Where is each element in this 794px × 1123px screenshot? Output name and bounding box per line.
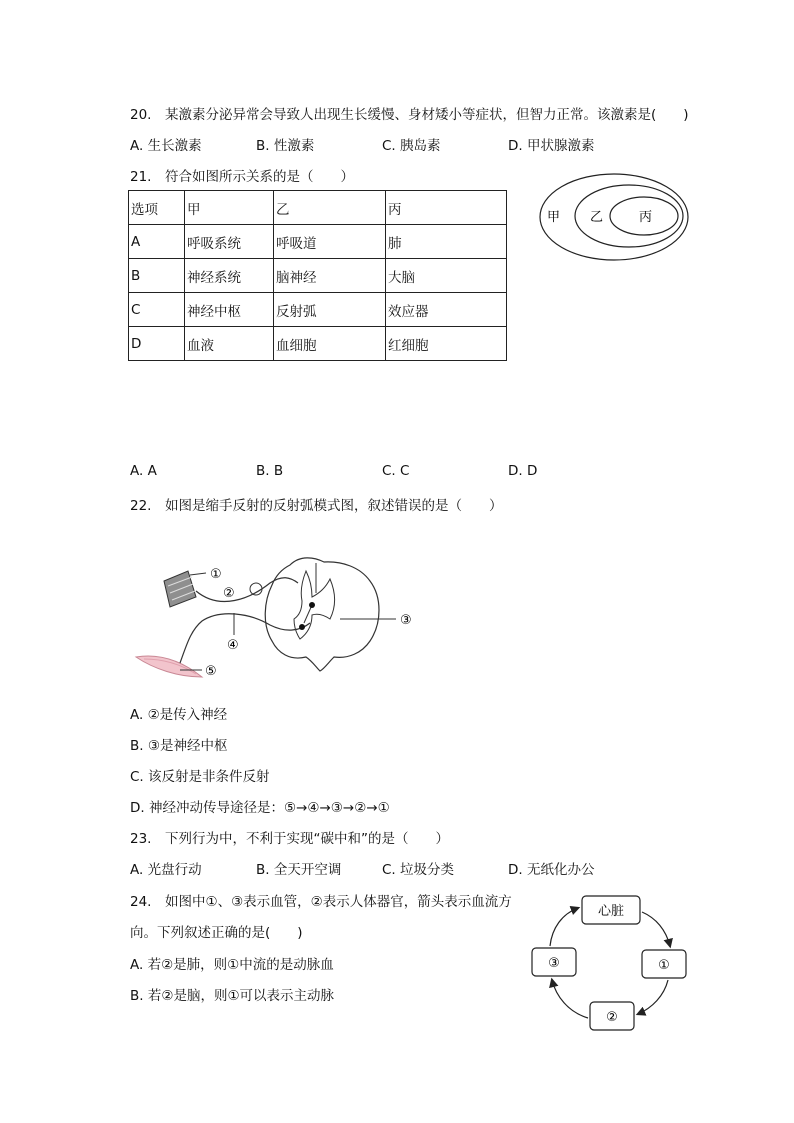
table-cell: A	[129, 225, 185, 259]
table-cell: 呼吸道	[274, 225, 386, 259]
venn-label-bing: 丙	[639, 210, 653, 225]
q21-option-c[interactable]: C. C	[382, 463, 410, 479]
q20-option-b[interactable]: B. 性激素	[256, 138, 315, 154]
table-header-row	[129, 191, 507, 225]
skin-receptor	[164, 571, 196, 607]
q24-stem-line-2: 向。下列叙述正确的是( )	[130, 925, 303, 941]
circulation-cycle-diagram	[528, 892, 694, 1034]
table-cell: C	[129, 293, 185, 327]
table-header-cell: 乙	[274, 191, 386, 225]
table-cell: 肺	[386, 225, 507, 259]
label-4: ④	[227, 638, 239, 653]
q22-option-b[interactable]: B. ③是神经中枢	[130, 738, 228, 754]
label-3: ③	[400, 613, 412, 628]
q24-stem-line-1: 24. 如图中①、③表示血管，②表示人体器官，箭头表示血流方	[130, 894, 512, 910]
q21-venn-diagram	[536, 170, 692, 264]
motor-neuron-dot	[299, 624, 305, 630]
q23-option-a[interactable]: A. 光盘行动	[130, 862, 202, 878]
q22-option-d[interactable]: D. 神经冲动传导途径是：⑤→④→③→②→①	[130, 800, 390, 816]
venn-label-jia: 甲	[547, 210, 561, 225]
table-cell: 红细胞	[386, 327, 507, 361]
table-row	[129, 293, 507, 327]
q21-option-b[interactable]: B. B	[256, 463, 284, 479]
interneuron-dot	[309, 602, 315, 608]
table-cell: 大脑	[386, 259, 507, 293]
table-cell: 血细胞	[274, 327, 386, 361]
q23-option-b[interactable]: B. 全天开空调	[256, 862, 342, 878]
table-cell: 呼吸系统	[185, 225, 274, 259]
muscle-effector	[136, 656, 202, 677]
table-cell: 脑神经	[274, 259, 386, 293]
q20-stem: 20. 某激素分泌异常会导致人出现生长缓慢、身材矮小等症状，但智力正常。该激素是( )	[130, 107, 689, 123]
table-header-cell: 丙	[386, 191, 507, 225]
q24-option-a[interactable]: A. 若②是肺，则①中流的是动脉血	[130, 957, 334, 973]
q23-option-c[interactable]: C. 垃圾分类	[382, 862, 455, 878]
label-2: ②	[223, 586, 235, 601]
q21-option-d[interactable]: D. D	[508, 463, 538, 479]
reflex-arc-diagram	[130, 553, 420, 688]
q20-option-d[interactable]: D. 甲状腺激素	[508, 138, 595, 154]
arrow-1-to-2	[638, 980, 668, 1014]
q22-stem: 22. 如图是缩手反射的反射弧模式图，叙述错误的是（ ）	[130, 498, 503, 514]
node-1-label: ①	[658, 958, 670, 973]
table-cell: B	[129, 259, 185, 293]
q21-table	[128, 190, 507, 361]
table-row	[129, 259, 507, 293]
q20-option-c[interactable]: C. 胰岛素	[382, 138, 441, 154]
node-3-label: ③	[548, 956, 560, 971]
q21-option-a[interactable]: A. A	[130, 463, 157, 479]
heart-label: 心脏	[597, 904, 625, 919]
spinal-cord	[265, 558, 379, 671]
table-cell: 血液	[185, 327, 274, 361]
q23-stem: 23. 下列行为中，不利于实现“碳中和”的是（ ）	[130, 831, 449, 847]
arrow-3-to-heart	[550, 908, 578, 946]
table-cell: 神经系统	[185, 259, 274, 293]
q22-option-a[interactable]: A. ②是传入神经	[130, 707, 228, 723]
venn-label-yi: 乙	[590, 210, 604, 225]
table-header-cell: 甲	[185, 191, 274, 225]
arrow-2-to-3	[552, 980, 588, 1018]
q22-option-c[interactable]: C. 该反射是非条件反射	[130, 769, 270, 785]
q24-option-b[interactable]: B. 若②是脑，则①可以表示主动脉	[130, 988, 335, 1004]
table-header-cell: 选项	[129, 191, 185, 225]
q20-option-a[interactable]: A. 生长激素	[130, 138, 202, 154]
table-cell: 效应器	[386, 293, 507, 327]
table-row	[129, 327, 507, 361]
table-row	[129, 225, 507, 259]
q23-option-d[interactable]: D. 无纸化办公	[508, 862, 595, 878]
label-1: ①	[210, 567, 222, 582]
q21-stem: 21. 符合如图所示关系的是（ ）	[130, 169, 354, 185]
node-2-label: ②	[606, 1010, 618, 1025]
label-5: ⑤	[205, 664, 217, 679]
table-cell: 神经中枢	[185, 293, 274, 327]
table-cell: 反射弧	[274, 293, 386, 327]
table-cell: D	[129, 327, 185, 361]
outer-ellipse	[540, 174, 688, 260]
arrow-heart-to-1	[642, 912, 670, 946]
